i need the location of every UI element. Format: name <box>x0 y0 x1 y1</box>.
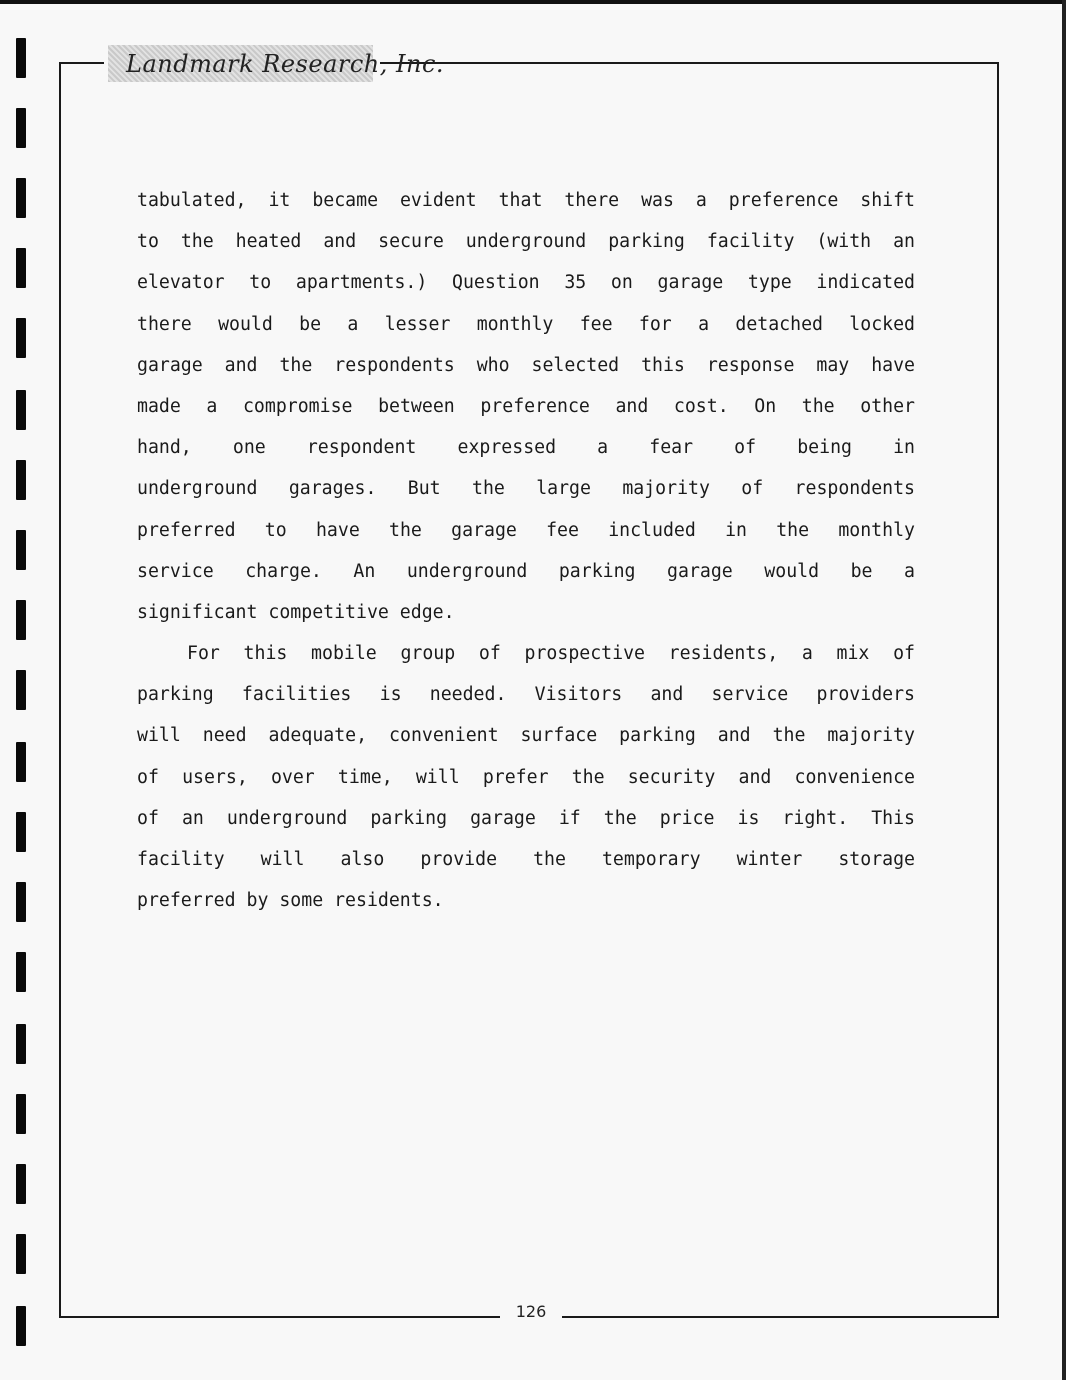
binding-hole <box>16 1306 26 1346</box>
binding-hole <box>16 530 26 570</box>
text-line: parking facilities is needed. Visitors and service providers <box>137 684 915 706</box>
page-right-edge <box>1062 0 1066 1380</box>
binding-hole <box>16 882 26 922</box>
binding-hole <box>16 1234 26 1274</box>
text-line: to the heated and secure underground parking facility (with an <box>137 231 915 253</box>
text-line: there would be a lesser monthly fee for a detached locked <box>137 313 915 335</box>
binding-hole <box>16 952 26 992</box>
text-line: elevator to apartments.) Question 35 on garage type indicated <box>137 272 915 294</box>
text-line: For this mobile group of prospective residents, a mix of <box>187 643 915 665</box>
binding-hole <box>16 812 26 852</box>
text-line: hand, one respondent expressed a fear of being in <box>137 437 915 459</box>
binding-hole <box>16 670 26 710</box>
text-line: preferred by some residents. <box>137 890 444 912</box>
binding-hole <box>16 460 26 500</box>
binding-hole <box>16 390 26 430</box>
text-line: of an underground parking garage if the price is right. This <box>137 807 915 829</box>
text-line: service charge. An underground parking garage would be a <box>137 560 915 582</box>
binding-hole <box>16 600 26 640</box>
text-line: facility will also provide the temporary winter storage <box>137 849 915 870</box>
binding-hole <box>16 1094 26 1134</box>
text-line: made a compromise between preference and cost. On the other <box>137 395 915 417</box>
text-line: of users, over time, will prefer the security and convenience <box>137 766 915 788</box>
binding-hole <box>16 1164 26 1204</box>
body-text <box>137 180 915 921</box>
page-number: 126 <box>515 1302 547 1321</box>
paragraph <box>137 633 915 921</box>
paragraph <box>137 180 915 633</box>
binding-hole <box>16 318 26 358</box>
text-line: preferred to have the garage fee included in the monthly <box>137 519 915 541</box>
binding-hole <box>16 38 26 78</box>
text-line: garage and the respondents who selected this response may have <box>137 354 915 376</box>
company-logo-text: Landmark Research, Inc. <box>126 49 445 78</box>
text-line: significant competitive edge. <box>137 601 455 623</box>
binding-hole <box>16 742 26 782</box>
text-line: will need adequate, convenient surface parking and the majority <box>137 725 915 747</box>
page-top-edge <box>0 0 1066 4</box>
binding-hole <box>16 108 26 148</box>
binding-hole <box>16 248 26 288</box>
binding-hole <box>16 1024 26 1064</box>
binding-hole <box>16 178 26 218</box>
text-line: underground garages. But the large majority of respondents <box>137 478 915 500</box>
text-line: tabulated, it became evident that there was a preference shift <box>137 190 915 211</box>
company-logo <box>108 45 445 82</box>
